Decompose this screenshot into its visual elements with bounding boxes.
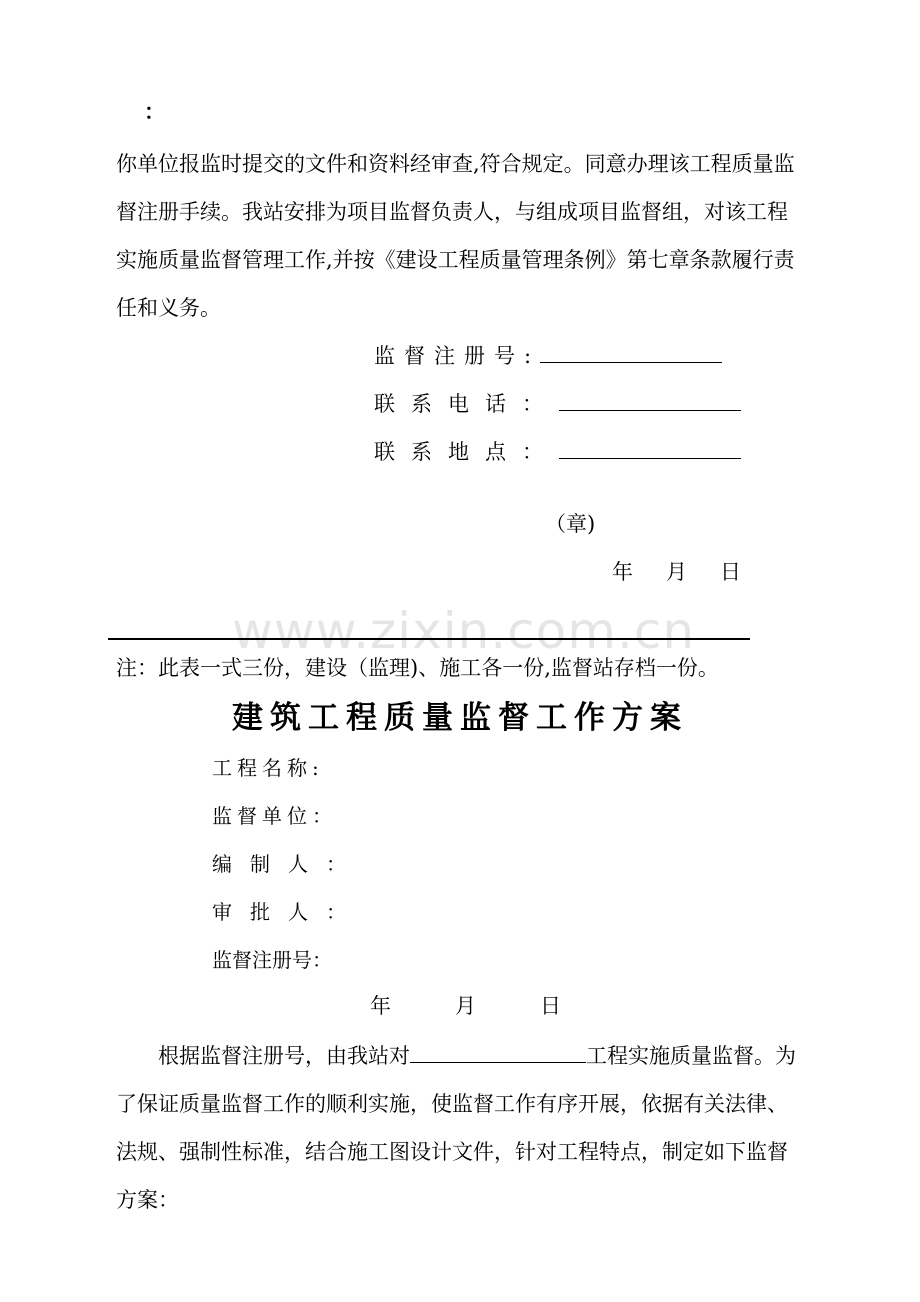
paragraph-line: 法规、强制性标准，结合施工图设计文件，针对工程特点，制定如下监督: [116, 1140, 788, 1164]
plan-title: 建筑工程质量监督工作方案: [232, 700, 688, 736]
notice-paragraph: [116, 140, 816, 332]
paragraph-line: 任和义务。: [116, 296, 221, 320]
date-year: 年: [370, 994, 391, 1018]
registration-blank: [540, 342, 722, 363]
intro-text-a: 根据监督注册号，由我站对: [158, 1044, 410, 1068]
project-name-label: 工程名称:: [212, 756, 324, 780]
address-blank: [559, 438, 741, 459]
notice-date: [612, 556, 741, 586]
registration-row: [374, 340, 722, 370]
date-month: 月: [666, 560, 687, 584]
paragraph-line: [116, 1032, 816, 1080]
intro-text-b: 工程实施质量监督。为: [586, 1044, 796, 1068]
phone-label: 联系电话：: [374, 392, 559, 416]
registration-label: 监督注册号:: [374, 344, 541, 368]
date-year: 年: [612, 560, 633, 584]
copies-note: 注：此表一式三份，建设（监理)、施工各一份,监督站存档一份。: [116, 656, 719, 680]
date-day: 日: [720, 560, 741, 584]
date-month: 月: [455, 994, 476, 1018]
paragraph-line: 了保证质量监督工作的顺利实施，使监督工作有序开展，依据有关法律、: [116, 1092, 788, 1116]
plan-date: [370, 990, 561, 1020]
paragraph-line: 督注册手续。我站安排为项目监督负责人，与组成项目监督组，对该工程: [116, 200, 788, 224]
compiler-label: 编制人：: [212, 852, 364, 876]
phone-row: [374, 388, 741, 418]
address-label: 联系地点：: [374, 440, 559, 464]
phone-blank: [559, 390, 741, 411]
approver-label: 审批人：: [212, 900, 364, 924]
plan-intro-paragraph: [116, 1032, 816, 1224]
divider-line: [108, 638, 750, 640]
paragraph-line: 实施质量监督管理工作,并按《建设工程质量管理条例》第七章条款履行责: [116, 248, 795, 272]
date-day: 日: [540, 994, 561, 1018]
paragraph-line: 你单位报监时提交的文件和资料经审查,符合规定。同意办理该工程质量监: [116, 152, 795, 176]
seal-mark: （章): [545, 512, 596, 536]
watermark: www.zixin.com.cn: [232, 602, 696, 660]
project-blank: [410, 1042, 586, 1063]
supervision-unit-label: 监督单位：: [212, 804, 337, 828]
salutation-colon: ：: [144, 99, 165, 124]
registration-number-label: 监督注册号：: [212, 948, 332, 972]
address-row: [374, 436, 741, 466]
paragraph-line: 方案：: [116, 1188, 179, 1212]
